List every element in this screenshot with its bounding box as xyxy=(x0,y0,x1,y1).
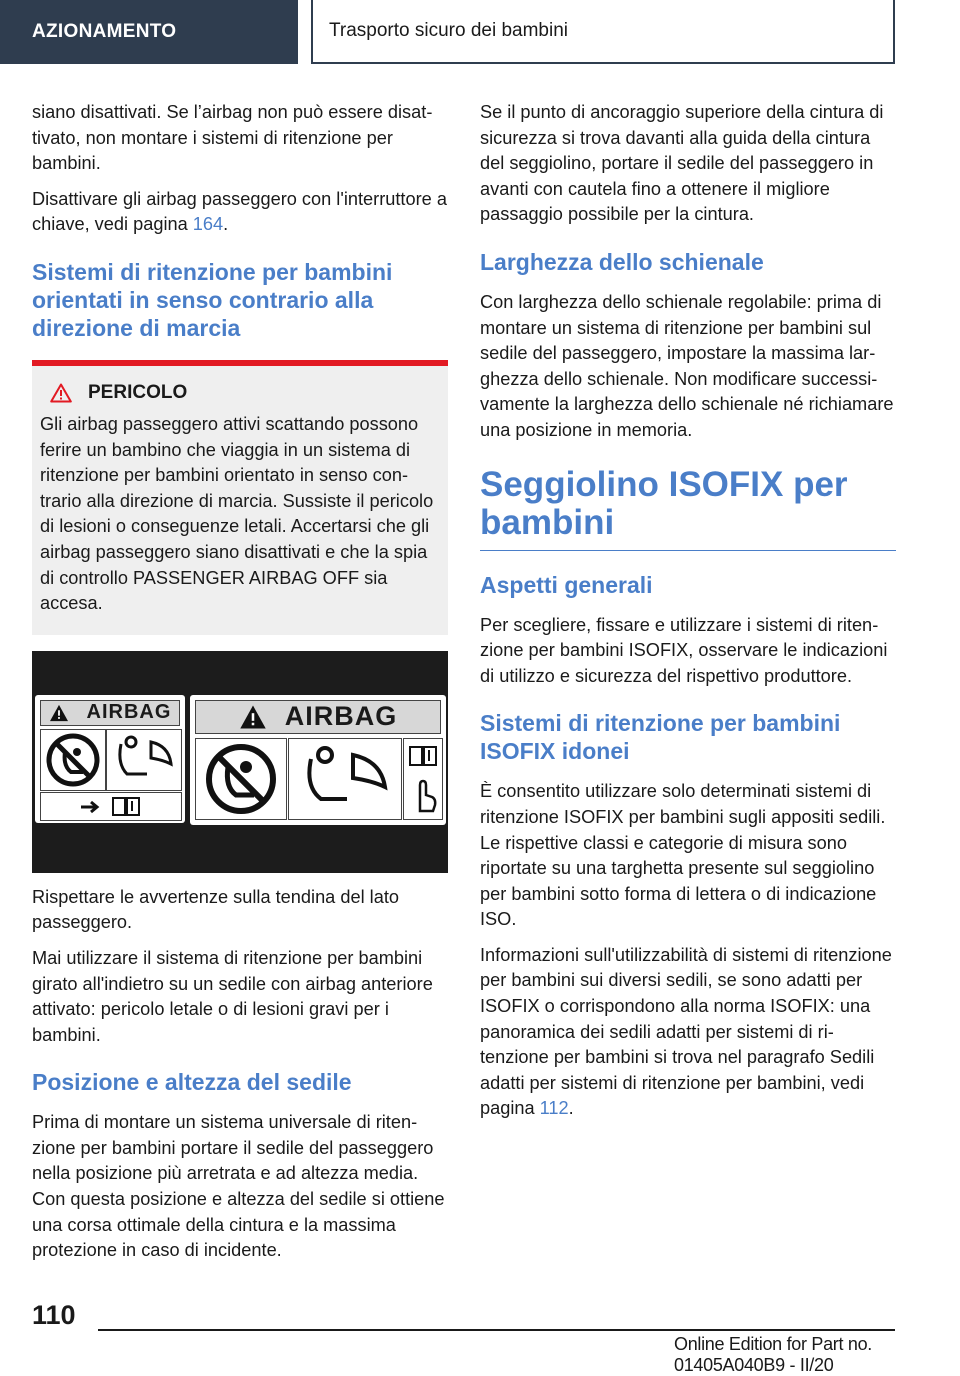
danger-box xyxy=(32,360,448,635)
paragraph: Mai utilizzare il sistema di ritenzione per bambini girato all'indietro su un sedile con airbag anteriore attivato: pericolo letale o di lesioni gravi per i bambini. xyxy=(32,947,433,1045)
paragraph: Per scegliere, fissare e utilizzare i sistemi di ritenzione per bambini ISOFIX, osservare le indicazioni di utilizzo e sicurezza del rispettivo produttore. xyxy=(480,614,888,686)
left-column xyxy=(32,100,448,1274)
section-heading: Aspetti generali xyxy=(480,571,653,598)
paragraph: Rispettare le avvertenze sulla tendina del lato passeggero. xyxy=(32,886,400,933)
footer-edition: Online Edition for Part no. 01405A040B9 - II/20 xyxy=(674,1334,873,1375)
danger-title: PERICOLO xyxy=(50,382,440,404)
chapter-header xyxy=(311,0,895,64)
section-title: AZIONAMENTO xyxy=(32,21,177,42)
paragraph: Prima di montare un sistema universale di ritenzione per bambini portare il sedile del passeggero nella posizione più arretrata e ad altezza media. Con questa posizione e altezza del sedile si ottiene una corsa ottimale della cintura e la massima protezione in caso di incidente. xyxy=(32,1112,445,1261)
section-heading: Sistemi di ritenzione per bambini ISOFIX idonei xyxy=(480,710,841,765)
paragraph: siano disattivati. Se l’airbag non può essere disattivato, non montare i sistemi di ritenzione per bambini. xyxy=(32,102,433,174)
page-link[interactable]: 112 xyxy=(539,1098,569,1119)
paragraph: Informazioni sull'utilizzabilità di sistemi di ritenzione per bambini sui diversi sedili, se sono adatti per ISOFIX o corrispondono alla norma ISOFIX: una panoramica dei sedili adatti per sistemi di ritenzione per bambini si trova nel paragrafo Sedili adatti per sistemi di ritenzione per bambini, vedi pagina 112. xyxy=(480,944,892,1119)
manual-reference-icon xyxy=(403,738,443,820)
paragraph: Se il punto di ancoraggio superiore della cintura di sicurezza si trova davanti alla guida della cintura del seggiolino, portare il sedile del passeggero in avanti con cautela fino a ottenere il migliore passaggio possibile per la cintura. xyxy=(480,102,884,225)
warning-triangle-icon xyxy=(239,704,267,730)
paragraph: Disattivare gli airbag passeggero con l'interruttore a chiave, vedi pagina 164. xyxy=(32,188,447,235)
section-tab xyxy=(0,0,298,64)
page-link[interactable]: 164 xyxy=(192,214,224,235)
page-number: 110 xyxy=(32,1300,76,1330)
airbag-label-large: AIRBAG xyxy=(190,695,446,825)
chapter-heading: Seggiolino ISOFIX per bambini xyxy=(480,466,896,551)
airbag-seat-icon xyxy=(106,729,182,791)
warning-triangle-icon xyxy=(50,383,72,403)
airbag-seat-icon xyxy=(288,738,402,820)
airbag-label-small: AIRBAG xyxy=(35,695,185,823)
right-column xyxy=(480,100,896,1132)
manual-reference-icon xyxy=(40,792,182,821)
section-heading: Posizione e altezza del sedile xyxy=(32,1069,352,1096)
paragraph: È consentito utilizzare solo determinati sistemi di ritenzione ISOFIX per bambini sugli appositi sedili. Le rispettive classi e categorie di misura sono riportate su una targhetta presente sul seggiolino per bambini sotto forma di lettera o di indicazione ISO. xyxy=(480,781,886,930)
no-rear-seat-icon xyxy=(195,738,287,820)
warning-triangle-icon xyxy=(49,704,69,722)
chapter-title: Trasporto sicuro dei bambini xyxy=(329,20,569,41)
section-heading: Sistemi di ritenzione per bambini orientati in senso contrario alla direzione di marcia xyxy=(32,258,393,341)
airbag-labels-image xyxy=(32,651,448,873)
section-heading: Larghezza dello schienale xyxy=(480,248,764,275)
paragraph: Con larghezza dello schienale regolabile: prima di montare un sistema di ritenzione per bambini sul sedile del passeggero, impostare la massima larghezza dello schienale. Non modificare successivamente la larghezza dello schienale né richiamare una posizione in memoria. xyxy=(480,291,894,440)
danger-text: Gli airbag passeggero attivi scattando possono ferire un bambino che viaggia in un sistema di ritenzione per bambini orientato in senso contrario alla direzione di marcia. Sussiste il pericolo di lesioni o conseguenze letali. Accertarsi che gli airbag passeggero siano disattivati e che la spia di controllo PASSENGER AIRBAG OFF sia accesa. xyxy=(40,413,434,614)
no-rear-seat-icon xyxy=(40,729,106,791)
footer-divider xyxy=(98,1329,895,1331)
